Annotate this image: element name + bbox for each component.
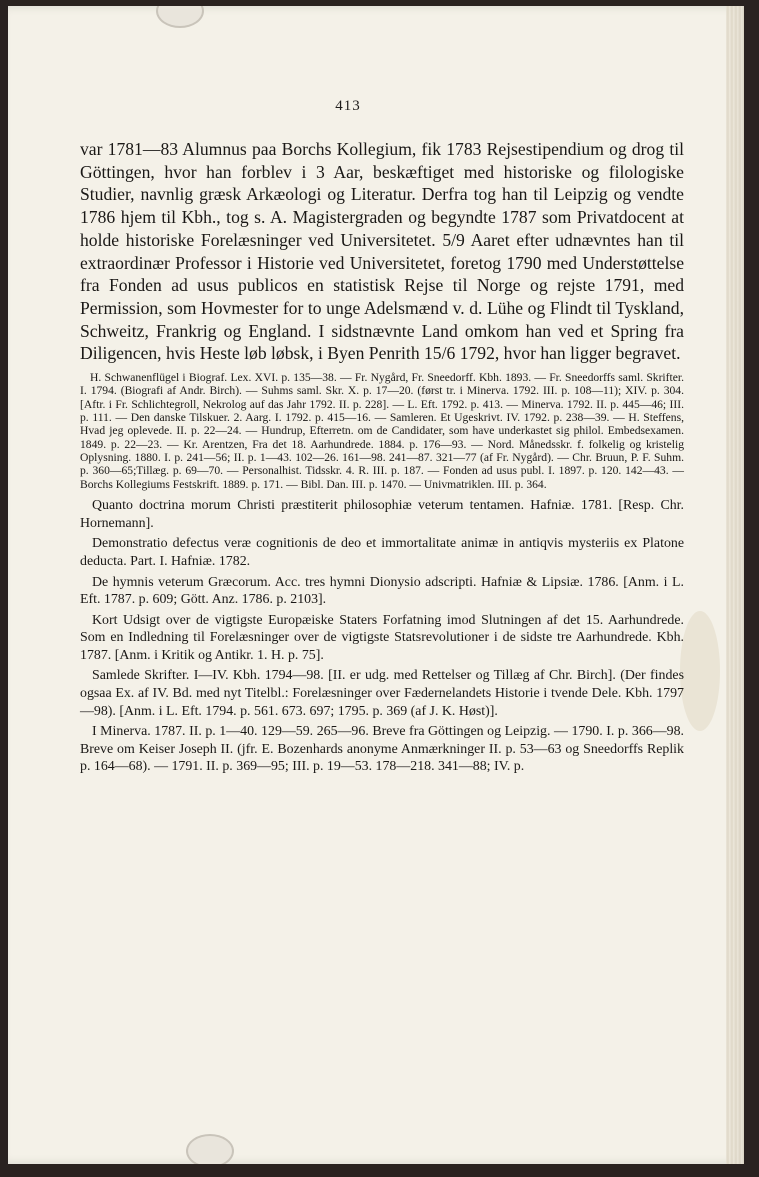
binding-hole-bottom: [186, 1134, 234, 1164]
page-edge: [726, 6, 744, 1164]
book-page: [8, 6, 744, 1164]
works-list: [80, 497, 684, 776]
page-number: 413: [335, 98, 361, 114]
paper-stain: [680, 611, 720, 731]
work-entry: Demonstratio defectus veræ cognitionis de deo et immortalitate animæ in antiqvis mysteriis ex Platone deducta. Part. I. Hafniæ. 1782.: [80, 536, 684, 569]
work-entry: I Minerva. 1787. II. p. 1—40. 129—59. 265—96. Breve fra Göttingen og Leipzig. — 1790. I. p. 366—98. Breve om Keiser Joseph II. (jfr. E. Bozenhards anonyme Anmærkninger II. p. 53—63 og Sneedorffs Replik p. 164—68). — 1791. II. p. 369—95; III. p. 19—53. 178—218. 341—88; IV. p.: [80, 724, 684, 775]
page-content: [80, 138, 684, 779]
binding-hole-top: [156, 6, 204, 28]
biography-paragraph: var 1781—83 Alumnus paa Borchs Kollegium, fik 1783 Rejsestipendium og drog til Göttingen, hvor han forblev i 3 Aar, beskæftiget med historiske og filologiske Studier, navnlig græsk Arkæologi og Literatur. Derfra tog han til Leipzig og vendte 1786 hjem til Kbh., tog s. A. Magistergraden og begyndte 1787 som Privatdocent at holde historiske Forelæsninger ved Universitetet. 5/9 Aaret efter udnævntes han til extraordinær Professor i Historie ved Universitetet, foretog 1790 med Understøttelse fra Fonden ad usus publicos en statistisk Rejse til Norge og rejste 1791, med Permission, som Hovmester for to unge Adelsmænd v. d. Lühe og Flindt til Tyskland, Schweitz, Frankrig og England. I sidstnævnte Land omkom han ved et Spring fra Diligencen, hvis Heste løb løbsk, i Byen Penrith 15/6 1792, hvor han ligger begravet.: [80, 139, 684, 364]
work-entry: De hymnis veterum Græcorum. Acc. tres hymni Dionysio adscripti. Hafniæ & Lipsiæ. 1786. [Anm. i L. Eft. 1787. p. 609; Gött. Anz. 1786. p. 2103].: [80, 574, 684, 608]
work-entry: Quanto doctrina morum Christi præstiterit philosophiæ veterum tentamen. Hafniæ. 1781. [Resp. Chr. Hornemann].: [80, 498, 684, 531]
references-paragraph: H. Schwanenflügel i Biograf. Lex. XVI. p. 135—38. — Fr. Nygård, Fr. Sneedorff. Kbh. 1893. — Fr. Sneedorffs saml. Skrifter. I. 1794. (Biografi af Andr. Birch). — Suhms saml. Skr. X. p. 17—20. (først tr. i Minerva. 1792. III. p. 108—11); XIV. p. 304. [Aftr. i Fr. Schlichtegroll, Nekrolog auf das Jahr 1792. II. p. 228]. — L. Eft. 1792. p. 413. — Minerva. 1792. II. p. 445—46; III. p. 111. — Den danske Tilskuer. 2. Aarg. I. 1792. p. 415—16. — Samleren. Et Ugeskrivt. IV. 1792. p. 238—39. — H. Steffens, Hvad jeg oplevede. II. p. 22—24. — Hundrup, Efterretn. om de Candidater, som have underkastet sig philol. Embedsexamen. 1849. p. 22—23. — Kr. Arentzen, Fra det 18. Aarhundrede. 1884. p. 176—93. — Nord. Månedsskr. f. folkelig og kristelig Oplysning. 1880. I. p. 241—56; II. p. 1—43. 102—26. 161—98. 241—87. 321—77 (af Fr. Nygård). — Chr. Bruun, P. F. Suhm. p. 360—65;Tillæg. p. 69—70. — Personalhist. Tidsskr. 4. R. III. p. 187. — Fonden ad usus publ. I. 1897. p. 120. 142—43. — Borchs Kollegiums Festskrift. 1889. p. 171. — Bibl. Dan. III. p. 1470. — Univmatriklen. III. p. 364.: [80, 371, 684, 491]
work-entry: Kort Udsigt over de vigtigste Europæiske Staters Forfatning imod Slutningen af det 15. Aarhundrede. Som en Indledning til Forelæsninger over de vigtigste Statsrevolutioner i de sidste tre Aarhundrede. Kbh. 1787. [Anm. i Kritik og Antikr. 1. H. p. 75].: [80, 612, 684, 663]
work-entry: Samlede Skrifter. I—IV. Kbh. 1794—98. [II. er udg. med Rettelser og Tillæg af Chr. Birch]. (Der findes ogsaa Ex. af IV. Bd. med nyt Titelbl.: Forelæsninger over Fædernelandets Historie i tvende Dele. Kbh. 1797—98). [Anm. i L. Eft. 1794. p. 561. 673. 697; 1795. p. 369 (af J. K. Høst)].: [80, 668, 684, 719]
